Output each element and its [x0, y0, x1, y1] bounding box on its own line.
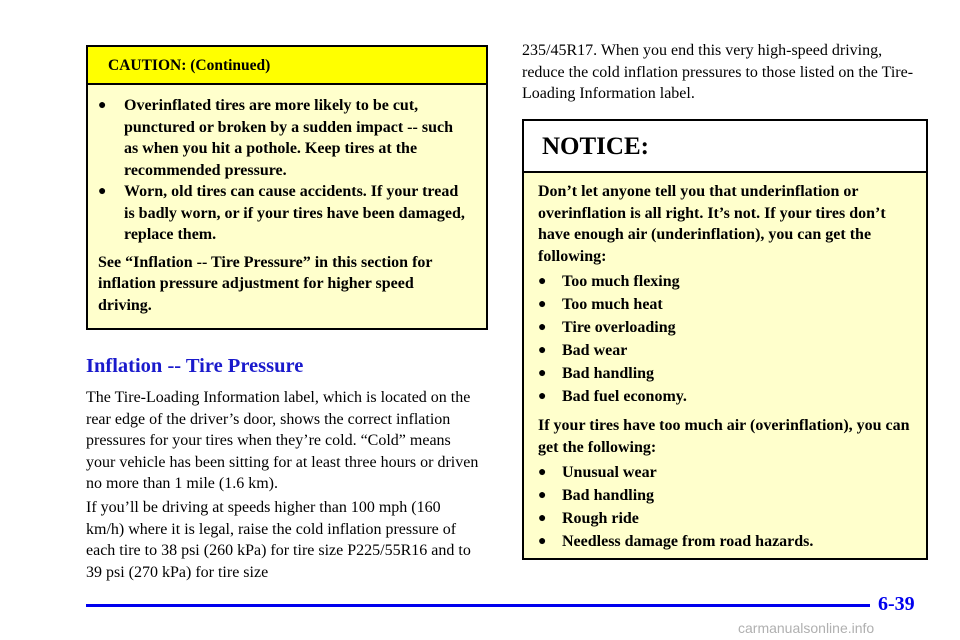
bullet-icon: ● [98, 184, 107, 199]
bullet-icon: ● [538, 297, 547, 312]
bullet-icon: ● [538, 320, 547, 335]
page-number: 6-39 [878, 593, 915, 615]
notice-box [522, 119, 928, 560]
watermark: carmanualsonline.info [738, 620, 875, 636]
list-item [538, 317, 912, 340]
bullet-icon: ● [538, 511, 547, 526]
footer-rule [86, 604, 870, 607]
list-item-text: Tire overloading [562, 319, 676, 336]
list-item-text: Rough ride [562, 510, 639, 527]
caution-note: See “Inflation -- Tire Pressure” in this section for inflation pressure adjustment for higher speed driving. [98, 253, 433, 314]
bullet-icon: ● [538, 366, 547, 381]
list-item [538, 271, 912, 294]
overinflation-list [538, 462, 912, 554]
list-item [538, 531, 912, 554]
list-item [538, 386, 912, 409]
bullet-icon: ● [98, 98, 107, 113]
list-item-text: Bad handling [562, 487, 655, 504]
caution-bullet-item [98, 181, 470, 246]
continuation-paragraph: 235/45R17. When you end this very high-speed driving, reduce the cold inflation pressures to those listed on the Tire-Loading Information label. [522, 42, 914, 102]
notice-heading: NOTICE: [524, 121, 926, 173]
list-item [538, 508, 912, 531]
caution-bullet-text: Overinflated tires are more likely to be cut, punctured or broken by a sudden impact -- such as when you hit a pothole. Keep tires at the recommended pressure. [124, 97, 453, 179]
caution-body [88, 85, 486, 316]
list-item-text: Bad fuel economy. [562, 388, 687, 405]
bullet-icon: ● [538, 343, 547, 358]
list-item-text: Bad handling [562, 365, 655, 382]
notice-body [524, 173, 926, 554]
list-item [538, 294, 912, 317]
list-item-text: Needless damage from road hazards. [562, 533, 814, 550]
body-paragraph: The Tire-Loading Information label, which is located on the rear edge of the driver’s door, shows the correct inflation pressures for your tires when they’re cold. “Cold” means your vehicle has been sitting for at least three hours or driven no more than 1 mile (1.6 km). [86, 389, 479, 492]
caution-bullet-item [98, 95, 470, 181]
bullet-icon: ● [538, 534, 547, 549]
section-title: Inflation -- Tire Pressure [86, 355, 304, 377]
bullet-icon: ● [538, 465, 547, 480]
list-item [538, 363, 912, 386]
list-item [538, 485, 912, 508]
bullet-icon: ● [538, 389, 547, 404]
list-item-text: Bad wear [562, 342, 628, 359]
underinflation-list [538, 271, 912, 409]
list-item-text: Too much flexing [562, 273, 680, 290]
list-item-text: Too much heat [562, 296, 663, 313]
caution-bullet-text: Worn, old tires can cause accidents. If your tread is badly worn, or if your tires have been damaged, replace them. [124, 183, 465, 243]
bullet-icon: ● [538, 274, 547, 289]
body-paragraph: If you’ll be driving at speeds higher than 100 mph (160 km/h) where it is legal, raise the cold inflation pressure of each tire to 38 psi (260 kPa) for tire size P225/55R16 and to 39 psi (270 kPa) for tire size [86, 499, 471, 581]
caution-box [86, 45, 488, 330]
list-item [538, 340, 912, 363]
notice-middle: If your tires have too much air (overinflation), you can get the following: [538, 417, 910, 456]
caution-heading: CAUTION: (Continued) [88, 47, 486, 85]
bullet-icon: ● [538, 488, 547, 503]
list-item-text: Unusual wear [562, 464, 657, 481]
notice-intro: Don’t let anyone tell you that underinflation or overinflation is all right. It’s not. If your tires don’t have enough air (underinflation), you can get the following: [538, 183, 886, 265]
list-item [538, 462, 912, 485]
